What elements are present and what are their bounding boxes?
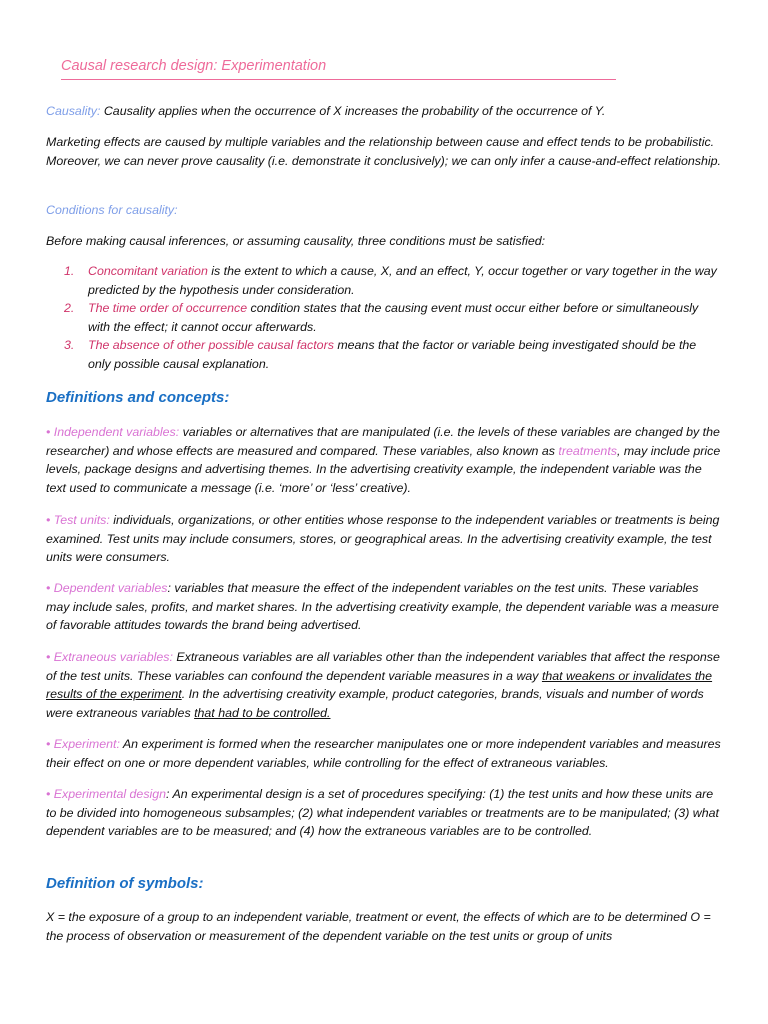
def-text: variables or alternatives that are manipulated (i.e. the levels of these variables are changed by the researcher) and whose effects are measured and compared. These variables, also known as	[46, 425, 720, 458]
page-title: Causal research design: Experimentation	[61, 57, 616, 80]
def-experimental-design	[46, 785, 722, 841]
def-label: • Test units:	[46, 513, 110, 527]
def-label: • Extraneous variables:	[46, 650, 173, 664]
def-label: • Dependent variables	[46, 581, 168, 595]
def-text: : An experimental design is a set of procedures specifying: (1) the test units and how these units are to be divided into homogeneous subsamples; (2) what independent variables or treatments are to be manipulated; (3) what dependent variables are to be measured; and (4) how the extraneous variables are to be controlled.	[46, 787, 719, 839]
def-test-units	[46, 511, 722, 567]
symbols-paragraph: X = the exposure of a group to an independent variable, treatment or event, the effects of which are to be determined O = the process of observation or measurement of the dependent variable on the test units or group of units	[46, 910, 711, 943]
condition-item	[46, 262, 722, 299]
condition-item	[46, 336, 722, 373]
def-underlined-text: that weakens or invalidates the results of the experiment	[46, 668, 713, 702]
causality-text: Causality applies when the occurrence of X increases the probability of the occurrence of Y.	[100, 104, 606, 118]
def-text: An experiment is formed when the researcher manipulates one or more independent variables and measures their effect on one or more dependent variables, while controlling for the effect of extraneous variables.	[46, 737, 721, 770]
def-label: • Experiment:	[46, 737, 120, 751]
def-text: : variables that measure the effect of the independent variables on the test units. These variables may include sales, profits, and market shares. In the advertising creativity example, the dependent variable was a measure of favorable attitudes towards the brand being advertised.	[46, 581, 719, 633]
causality-paragraph	[46, 102, 722, 121]
marketing-paragraph: Marketing effects are caused by multiple variables and the relationship between cause and effect tends to be probabilistic. Moreover, we can never prove causality (i.e. demonstrate it conclusively); we can only infer a cause-and-effect relationship.	[46, 135, 721, 168]
def-text: individuals, organizations, or other entities whose response to the independent variables or treatments is being examined. Test units may include consumers, stores, or geographical areas. In the advertising creativity example, the test units were consumers.	[46, 513, 720, 565]
condition-term: The time order of occurrence	[88, 301, 248, 316]
condition-term: The absence of other possible causal factors	[88, 338, 334, 353]
def-extraneous-variables	[46, 648, 722, 722]
condition-text: means that the factor or variable being investigated should be the only possible causal explanation.	[88, 338, 697, 371]
def-label: • Experimental design	[46, 787, 167, 801]
definitions-heading: Definitions and concepts:	[46, 389, 230, 406]
symbols-heading: Definition of symbols:	[46, 875, 204, 892]
def-independent-variables	[46, 423, 722, 497]
def-term-treatments: treatments	[558, 443, 617, 458]
def-label: • Independent variables:	[46, 425, 180, 439]
condition-number: 2.	[64, 301, 75, 316]
condition-text: is the extent to which a cause, X, and an effect, Y, occur together or vary together in the way predicted by the hypothesis under consideration.	[88, 264, 717, 297]
conditions-list	[46, 262, 722, 374]
condition-number: 3.	[64, 338, 75, 353]
def-dependent-variables	[46, 579, 722, 635]
condition-text: condition states that the causing event must occur either before or simultaneously with the effect; it cannot occur afterwards.	[88, 301, 699, 334]
causality-label: Causality:	[46, 104, 101, 118]
condition-item	[46, 299, 722, 336]
def-experiment	[46, 735, 722, 772]
conditions-heading: Conditions for causality:	[46, 203, 178, 217]
conditions-intro: Before making causal inferences, or assuming causality, three conditions must be satisfied:	[46, 234, 546, 248]
condition-term: Concomitant variation	[88, 264, 208, 278]
def-text: . In the advertising creativity example, product categories, brands, visuals and number of words were extraneous variables	[46, 687, 704, 720]
condition-number: 1.	[64, 264, 75, 278]
def-text: Extraneous variables are all variables other than the independent variables that affect the response of the test units. These variables can confound the dependent variable measures in a way	[46, 650, 720, 683]
def-underlined-text: that had to be controlled.	[194, 705, 331, 720]
def-text: , may include price levels, package designs and advertising themes. In the advertising creativity example, the independent variable was the text used to communicate a message (i.e. ‘more’ or ‘less’ creative).	[46, 443, 721, 495]
